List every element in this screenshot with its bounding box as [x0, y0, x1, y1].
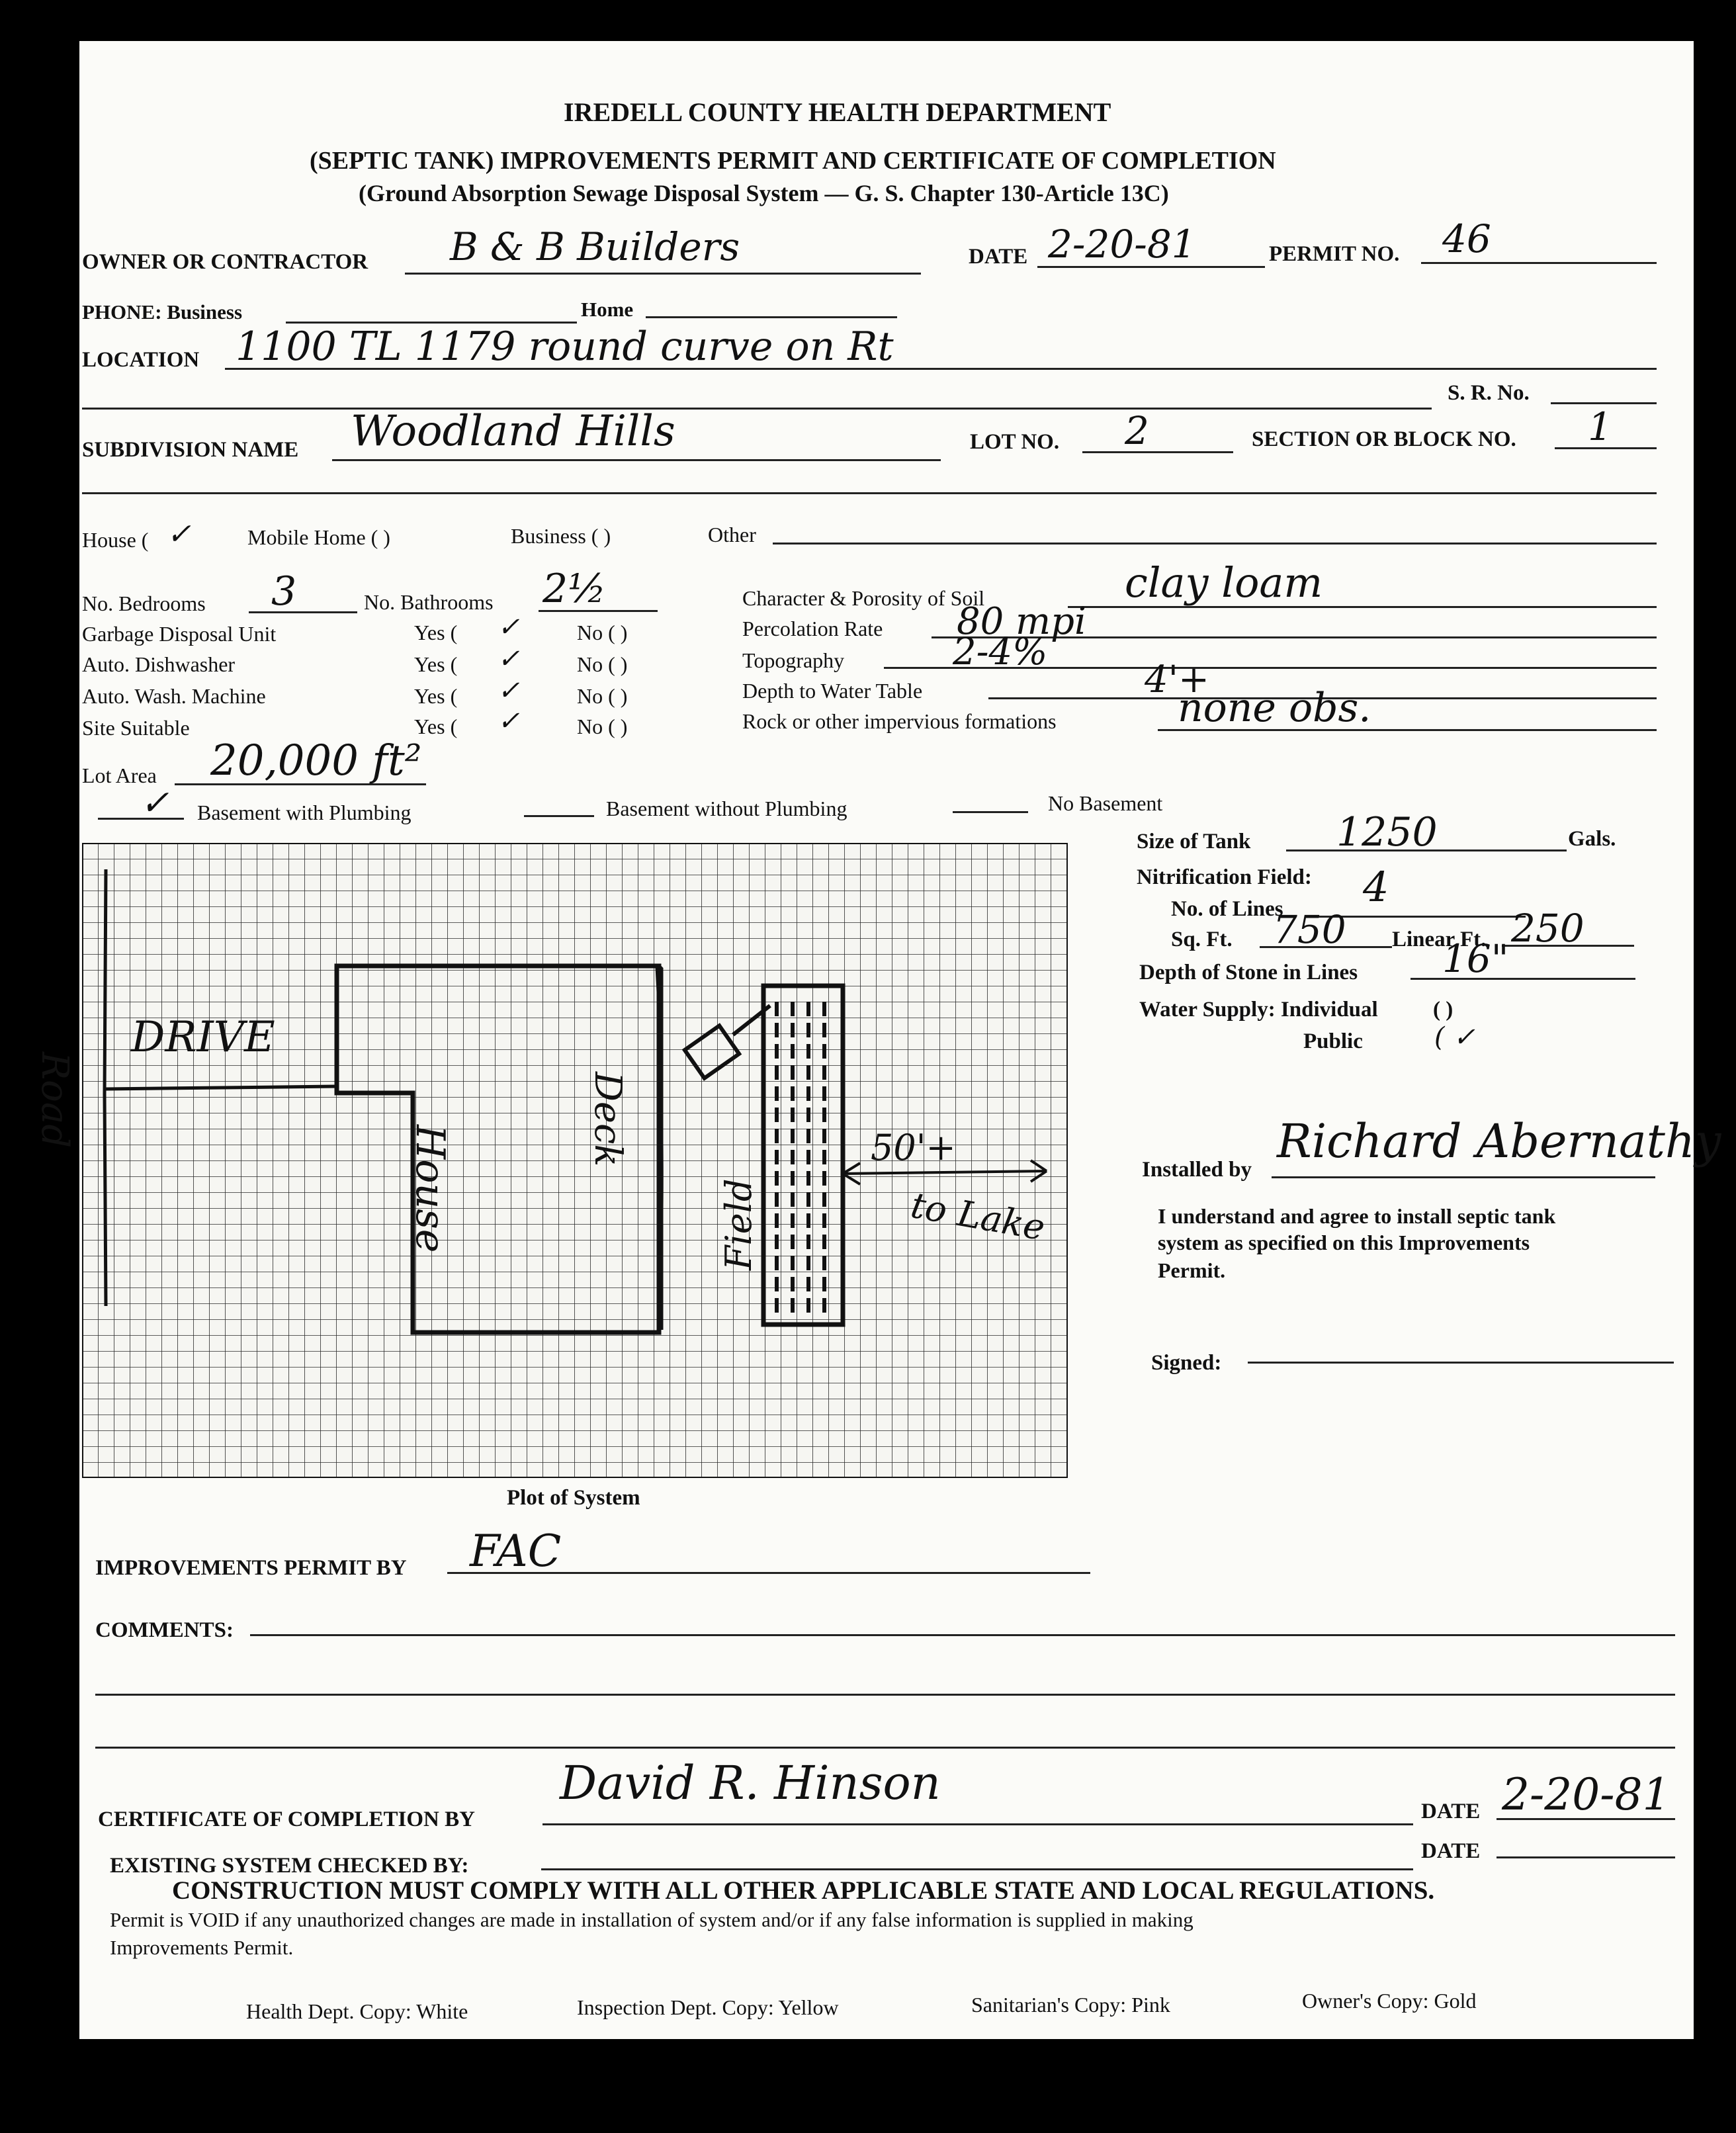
bedrooms-line [249, 611, 357, 613]
phone-home-line [646, 316, 897, 318]
certificate-label: CERTIFICATE OF COMPLETION BY [98, 1807, 475, 1831]
public-mark: ( ✓ [1434, 1022, 1475, 1053]
form-title: (SEPTIC TANK) IMPROVEMENTS PERMIT AND CERTIFICATE OF COMPLETION [310, 147, 1276, 175]
other-line [773, 543, 1657, 544]
business-label: Business ( ) [511, 524, 611, 548]
nitrification-label: Nitrification Field: [1137, 865, 1312, 889]
site-suitable-yes-check: ✓ [498, 706, 520, 736]
rock-label: Rock or other impervious formations [742, 709, 1057, 733]
copy-owner: Owner's Copy: Gold [1302, 1989, 1477, 2013]
wash-machine-yes: Yes ( [414, 684, 458, 708]
section-value: 1 [1588, 404, 1612, 449]
bedrooms-value: 3 [271, 568, 297, 615]
mobile-home-label: Mobile Home ( ) [247, 525, 390, 549]
location-label: LOCATION [82, 348, 200, 372]
location-value: 1100 TL 1179 round curve on Rt [236, 324, 894, 370]
phone-home-label: Home [581, 298, 634, 321]
basement-without-line [524, 815, 594, 817]
other-label: Other [708, 523, 756, 546]
agreement-line-2: system as specified on this Improvements [1158, 1231, 1530, 1254]
bedrooms-label: No. Bedrooms [82, 591, 206, 615]
form-subtitle: (Ground Absorption Sewage Disposal System — G. S. Chapter 130-Article 13C) [359, 180, 1169, 206]
section-label: SECTION OR BLOCK NO. [1252, 427, 1516, 451]
comments-line-2 [95, 1694, 1675, 1696]
individual-box: ( ) [1433, 998, 1454, 1022]
comments-line-3 [95, 1747, 1675, 1749]
department-title: IREDELL COUNTY HEALTH DEPARTMENT [564, 97, 1111, 127]
rock-value: none obs. [1178, 685, 1371, 731]
agreement-line-3: Permit. [1158, 1258, 1226, 1282]
site-suitable-label: Site Suitable [82, 716, 190, 740]
no-basement-line [953, 811, 1028, 813]
owner-label: OWNER OR CONTRACTOR [82, 250, 369, 274]
certificate-date-value: 2-20-81 [1502, 1769, 1671, 1820]
soil-value: clay loam [1125, 558, 1323, 607]
separator-line [82, 492, 1657, 494]
topography-label: Topography [742, 648, 845, 672]
water-supply-label: Water Supply: Individual [1139, 998, 1378, 1022]
void-notice-1: Permit is VOID if any unauthorized changes are made in installation of system and/or if any false information is supplied in making [110, 1908, 1194, 1931]
lot-no-value: 2 [1125, 408, 1149, 453]
house-label-plot: House [407, 1125, 453, 1253]
stone-depth-value: 16" [1442, 936, 1509, 981]
garbage-yes-check: ✓ [498, 612, 520, 642]
tank-unit: Gals. [1568, 827, 1616, 851]
copy-sanitarian: Sanitarian's Copy: Pink [971, 1993, 1170, 2017]
wash-machine-yes-check: ✓ [498, 675, 520, 706]
existing-system-label: EXISTING SYSTEM CHECKED BY: [110, 1854, 469, 1878]
owner-value: B & B Builders [450, 224, 740, 269]
sqft-value: 750 [1273, 907, 1346, 952]
dishwasher-label: Auto. Dishwasher [82, 652, 236, 676]
wash-machine-no: No ( ) [577, 684, 628, 708]
linear-ft-value: 250 [1511, 906, 1584, 951]
comments-line-1 [250, 1634, 1675, 1636]
subdivision-label: SUBDIVISION NAME [82, 438, 299, 462]
existing-date-line [1497, 1856, 1675, 1858]
existing-date-label: DATE [1421, 1839, 1481, 1863]
installed-by-label: Installed by [1142, 1158, 1252, 1182]
signed-label: Signed: [1151, 1351, 1222, 1375]
basement-without-label: Basement without Plumbing [606, 797, 847, 820]
agreement-line-1: I understand and agree to install septic tank [1158, 1204, 1556, 1228]
certificate-date-label: DATE [1421, 1800, 1481, 1823]
existing-system-line [541, 1868, 1413, 1870]
road-label: Road [33, 1052, 76, 1149]
lot-area-value: 20,000 ft² [210, 736, 422, 785]
sqft-label: Sq. Ft. [1171, 928, 1233, 951]
dishwasher-yes-check: ✓ [498, 644, 520, 674]
date-label: DATE [969, 245, 1028, 269]
basement-check: ✓ [140, 783, 169, 823]
garbage-label: Garbage Disposal Unit [82, 622, 277, 646]
tank-size-label: Size of Tank [1137, 830, 1251, 853]
compliance-notice: CONSTRUCTION MUST COMPLY WITH ALL OTHER APPLICABLE STATE AND LOCAL REGULATIONS. [172, 1876, 1435, 1905]
percolation-value: 80 mpi [957, 600, 1086, 643]
distance-label: 50'+ [871, 1127, 956, 1168]
certificate-line [542, 1823, 1413, 1825]
stone-depth-label: Depth of Stone in Lines [1139, 961, 1358, 984]
permit-no-label: PERMIT NO. [1269, 242, 1400, 266]
public-label: Public [1303, 1029, 1363, 1053]
road-edge [105, 869, 106, 1306]
permit-no-value: 46 [1442, 216, 1491, 261]
comments-label: COMMENTS: [95, 1618, 234, 1642]
permit-by-value: FAC [470, 1526, 562, 1577]
bathrooms-value: 2½ [542, 566, 607, 612]
site-suitable-no: No ( ) [577, 715, 628, 738]
lines-value: 4 [1363, 863, 1389, 911]
field-label: Field [718, 1178, 760, 1270]
installer-signature: Richard Abernathy [1277, 1114, 1721, 1168]
to-lake-label: to Lake [908, 1184, 1049, 1249]
house-label: House ( [82, 528, 149, 552]
no-basement-label: No Basement [1048, 791, 1163, 815]
permit-line [1421, 262, 1657, 264]
house-check: ✓ [167, 517, 191, 551]
dishwasher-yes: Yes ( [414, 652, 458, 676]
subdivision-value: Woodland Hills [351, 407, 675, 456]
deck-label: Deck [586, 1072, 629, 1167]
date-value: 2-20-81 [1048, 222, 1196, 267]
lot-no-line [1082, 451, 1233, 453]
water-table-label: Depth to Water Table [742, 679, 923, 703]
lot-area-label: Lot Area [82, 763, 157, 787]
tank-size-value: 1250 [1336, 809, 1438, 855]
percolation-label: Percolation Rate [742, 617, 883, 640]
sr-no-label: S. R. No. [1448, 381, 1530, 405]
basement-with-label: Basement with Plumbing [197, 801, 412, 824]
bathrooms-label: No. Bathrooms [364, 590, 494, 614]
topography-value: 2-4% [953, 631, 1048, 674]
phone-business-label: PHONE: Business [82, 300, 243, 324]
installed-by-line [1272, 1176, 1655, 1178]
signed-line [1248, 1362, 1674, 1364]
lot-no-label: LOT NO. [970, 430, 1060, 454]
water-table-value: 4'+ [1145, 658, 1209, 701]
void-notice-2: Improvements Permit. [110, 1936, 294, 1959]
plot-caption: Plot of System [507, 1486, 640, 1510]
location-line-2 [82, 408, 1432, 410]
lines-label: No. of Lines [1171, 897, 1283, 921]
garbage-no: No ( ) [577, 621, 628, 644]
certificate-signature: David R. Hinson [560, 1756, 941, 1810]
permit-by-label: IMPROVEMENTS PERMIT BY [95, 1556, 407, 1580]
owner-line [405, 273, 921, 275]
soil-label: Character & Porosity of Soil [742, 586, 985, 610]
subdivision-line [332, 459, 941, 461]
copy-health: Health Dept. Copy: White [246, 1999, 468, 2023]
dishwasher-no: No ( ) [577, 652, 628, 676]
site-suitable-yes: Yes ( [414, 715, 458, 738]
linear-ft-label: Linear Ft. [1392, 928, 1487, 951]
garbage-yes: Yes ( [414, 621, 458, 644]
drive-label: DRIVE [131, 1013, 275, 1062]
wash-machine-label: Auto. Wash. Machine [82, 684, 266, 708]
copy-inspection: Inspection Dept. Copy: Yellow [577, 1995, 839, 2019]
